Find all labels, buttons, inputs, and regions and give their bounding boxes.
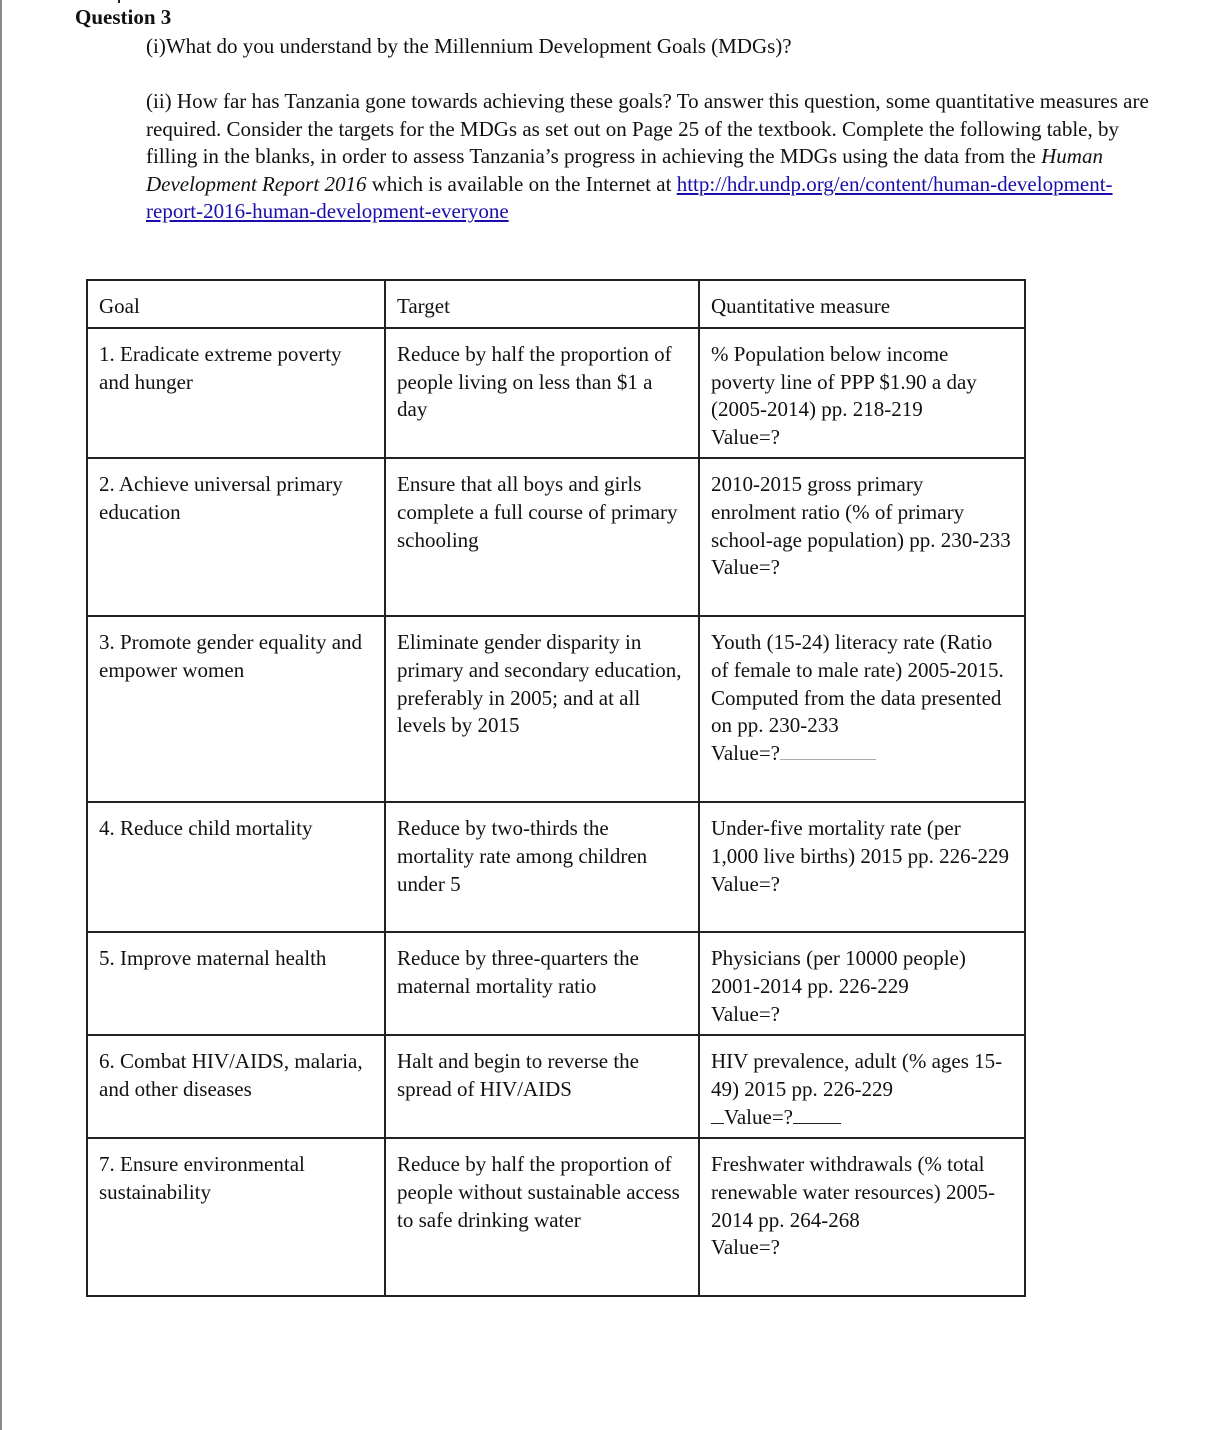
table-row [87,1035,1025,1138]
value-blank[interactable]: Value=? [711,871,780,896]
value-blank[interactable]: Value=? [711,1235,780,1260]
measure-text: Freshwater withdrawals (% total renewable water resources) 2005-2014 pp. 264-268 [711,1152,995,1232]
measure-text: 2010-2015 gross primary enrolment ratio (% of primary school-age population) pp. 230-233 [711,472,1011,552]
value-blank[interactable]: Value=? [711,740,1013,768]
value-blank[interactable]: Value=? [711,555,780,580]
target-cell: Reduce by three-quarters the maternal mortality ratio [385,932,699,1035]
header-goal: Goal [87,280,385,328]
measure-cell [699,616,1025,802]
target-cell: Halt and begin to reverse the spread of HIV/AIDS [385,1035,699,1138]
measure-cell [699,1138,1025,1296]
table-header-row [87,280,1025,328]
measure-text: HIV prevalence, adult (% ages 15-49) 2015 pp. 226-229 [711,1049,1003,1101]
answer-line[interactable] [780,759,876,760]
question-part-ii [146,88,1151,226]
goal-cell: 1. Eradicate extreme poverty and hunger [87,328,385,458]
question-title: Question 3 [75,5,172,29]
measure-text: Youth (15-24) literacy rate (Ratio of female to male rate) 2005-2015. Computed from the data presented on pp. 230-233 [711,630,1004,738]
target-cell: Eliminate gender disparity in primary and secondary education, preferably in 2005; and at all levels by 2015 [385,616,699,802]
measure-text: Under-five mortality rate (per 1,000 live births) 2015 pp. 226-229 [711,816,1010,868]
table-row [87,328,1025,458]
goal-cell: 5. Improve maternal health [87,932,385,1035]
target-cell: Reduce by two-thirds the mortality rate among children under 5 [385,802,699,932]
measure-cell [699,932,1025,1035]
value-blank[interactable]: Value=? [711,1104,1013,1132]
table-row [87,932,1025,1035]
measure-cell [699,328,1025,458]
table-row [87,458,1025,616]
goal-cell: 6. Combat HIV/AIDS, malaria, and other diseases [87,1035,385,1138]
goal-cell: 2. Achieve universal primary education [87,458,385,616]
measure-cell [699,802,1025,932]
header-target: Target [385,280,699,328]
goal-cell: 4. Reduce child mortality [87,802,385,932]
part-ii-text: (ii) How far has Tanzania gone towards achieving these goals? To answer this question, some quantitative measures are required. Consider the targets for the MDGs as set out on Page 25 of the textbook. Complete the following table, by filling in the blanks, in order to assess Tanzania’s progress in achieving the MDGs using the data from the [146,89,1149,169]
target-cell: Ensure that all boys and girls complete a full course of primary schooling [385,458,699,616]
page-left-border [0,0,2,1430]
part-ii-text-cont: which is available on the Internet at [366,171,677,196]
report-title: Human Development Report 2016 [146,144,1103,196]
measure-cell [699,1035,1025,1138]
page-top-mark [118,0,120,3]
question-part-i: (i)What do you understand by the Millennium Development Goals (MDGs)? [146,34,792,58]
mdg-table [86,279,1026,1297]
table-row [87,802,1025,932]
goal-cell: 3. Promote gender equality and empower women [87,616,385,802]
measure-cell [699,458,1025,616]
answer-line[interactable] [793,1123,841,1124]
hdr-report-link[interactable]: http://hdr.undp.org/en/content/human-development-report-2016-human-development-everyone [146,171,1113,224]
goal-cell: 7. Ensure environmental sustainability [87,1138,385,1296]
value-blank[interactable]: Value=? [711,424,780,449]
table-row [87,616,1025,802]
measure-text: Physicians (per 10000 people) 2001-2014 pp. 226-229 [711,946,966,998]
header-quantitative-measure: Quantitative measure [699,280,1025,328]
target-cell: Reduce by half the proportion of people living on less than $1 a day [385,328,699,458]
measure-text: % Population below income poverty line of PPP $1.90 a day (2005-2014) pp. 218-219 [711,342,977,422]
target-cell: Reduce by half the proportion of people without sustainable access to safe drinking water [385,1138,699,1296]
answer-line-lead[interactable] [711,1123,724,1124]
table-row [87,1138,1025,1296]
value-blank[interactable]: Value=? [711,1001,780,1026]
